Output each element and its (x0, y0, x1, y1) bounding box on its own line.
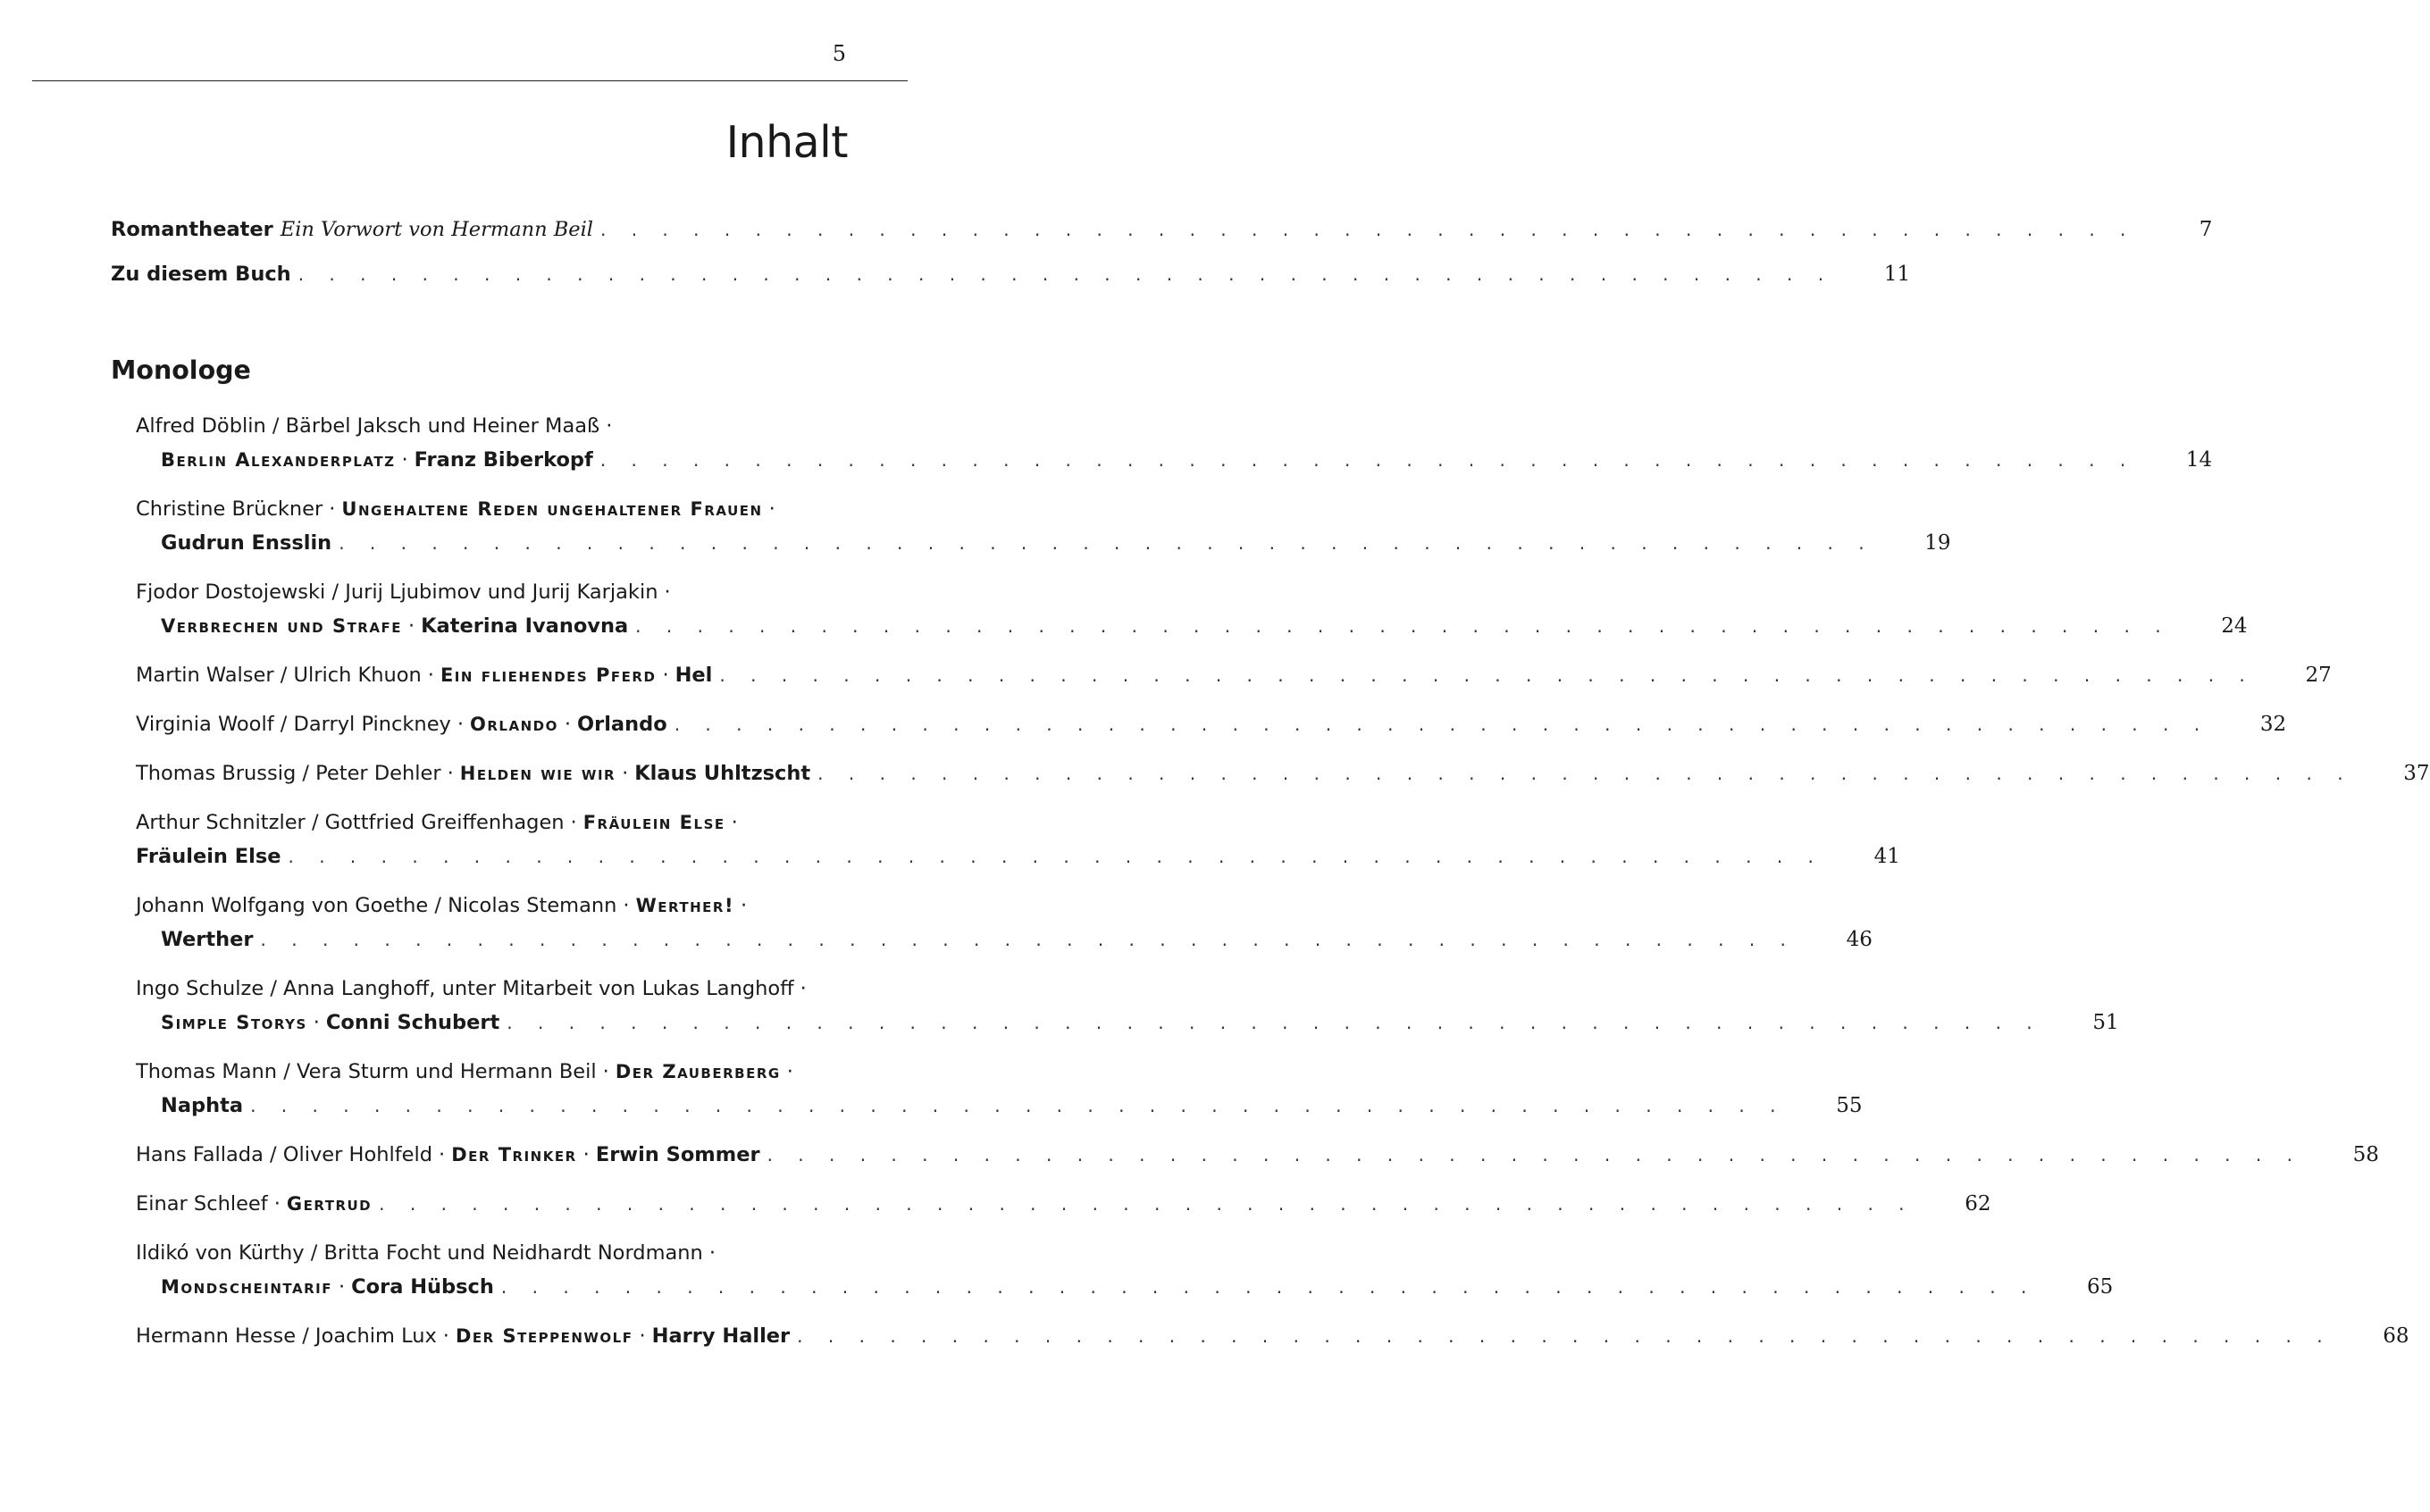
toc-entry[interactable] (111, 1138, 2379, 1172)
separator-dot: · (407, 614, 415, 638)
toc-entry[interactable] (111, 889, 1873, 956)
separator-dot: · (623, 894, 630, 917)
entry-role: Naphta (161, 1094, 244, 1117)
separator-dot: · (338, 1275, 346, 1299)
entry-work: Der Steppenwolf (455, 1325, 633, 1347)
dot-leader: . . . . . . . . . . . . . . . . . . . . . . . . . . . . . . . . . . . . . . . . . . . . . . . . . . (500, 1276, 2037, 1298)
entry-work: Der Zauberberg (615, 1061, 781, 1082)
entry-authors: Hermann Hesse / Joachim Lux (136, 1324, 437, 1348)
page-ref: 19 (1924, 531, 1951, 555)
toc-entry[interactable] (111, 409, 2213, 477)
entry-authors: Thomas Mann / Vera Sturm und Hermann Beil (136, 1060, 597, 1083)
dot-leader: . . . . . . . . . . . . . . . . . . . . . . . . . . . . . . . . . . . . . . . . . . . . . . . . . . (599, 449, 2136, 471)
page-ref: 68 (2383, 1324, 2409, 1348)
entry-role: Klaus Uhltzscht (634, 762, 811, 785)
entry-authors: Martin Walser / Ulrich Khuon (136, 664, 422, 687)
page-ref: 14 (2185, 448, 2213, 472)
entry-work: Ungehaltene Reden ungehaltener Frauen (341, 498, 763, 520)
entry-work: Verbrechen und Strafe (161, 615, 402, 637)
dot-leader: . . . . . . . . . . . . . . . . . . . . . . . . . . . . . . . . . . . . . . . . . . . . . . . . . . (250, 1095, 1786, 1116)
separator-dot: · (639, 1324, 646, 1348)
toc-entry[interactable] (111, 707, 2287, 741)
separator-dot: · (708, 1241, 716, 1265)
entry-authors: Alfred Döblin / Bärbel Jaksch und Heiner Maaß (136, 414, 600, 438)
entry-authors: Arthur Schnitzler / Gottfried Greiffenhagen (136, 811, 565, 834)
separator-dot: · (731, 811, 738, 834)
separator-dot: · (447, 762, 454, 785)
page-title: Inhalt (725, 117, 848, 168)
entry-role: Orlando (577, 713, 667, 736)
entry-work: Simple Storys (161, 1012, 307, 1033)
dot-leader: . . . . . . . . . . . . . . . . . . . . . . . . . . . . . . . . . . . . . . . . . . . . . . . . . . (817, 763, 2353, 784)
entry-authors: Einar Schleef (136, 1192, 268, 1215)
entry-role: Hel (675, 664, 713, 687)
entry-role: Katerina Ivanovna (421, 614, 629, 638)
entry-authors: Ildikó von Kürthy / Britta Focht und Neidhardt Nordmann (136, 1241, 703, 1265)
separator-dot: · (741, 894, 748, 917)
separator-dot: · (622, 762, 629, 785)
page-ref: 7 (2199, 218, 2213, 241)
entry-role: Fräulein Else (136, 845, 281, 868)
toc-entry[interactable] (111, 658, 2332, 692)
entry-work: Werther! (635, 895, 735, 916)
toc-entry[interactable] (111, 1319, 2409, 1353)
separator-dot: · (273, 1192, 281, 1215)
header-rule (32, 80, 908, 81)
entry-title: Zu diesem Buch (111, 263, 291, 286)
entry-work: Der Trinker (451, 1144, 577, 1165)
entry-work: Mondscheintarif (161, 1276, 332, 1298)
separator-dot: · (582, 1143, 590, 1166)
entry-authors: Fjodor Dostojewski / Jurij Ljubimov und Jurij Karjakin (136, 581, 658, 604)
entry-role: Cora Hübsch (351, 1275, 494, 1299)
separator-dot: · (664, 581, 671, 604)
dot-leader: . . . . . . . . . . . . . . . . . . . . . . . . . . . . . . . . . . . . . . . . . . . . . . . . . . (339, 532, 1874, 554)
page-number: 5 (832, 41, 846, 66)
page-ref: 11 (1883, 263, 1911, 286)
entry-work: Fräulein Else (582, 812, 725, 833)
entry-work: Orlando (470, 714, 558, 735)
separator-dot: · (602, 1060, 609, 1083)
entry-role: Erwin Sommer (595, 1143, 760, 1166)
page-ref: 62 (1965, 1192, 1991, 1215)
separator-dot: · (606, 414, 613, 438)
entry-work: Gertrud (286, 1193, 373, 1215)
page-ref: 37 (2403, 762, 2430, 785)
entry-authors: Ingo Schulze / Anna Langhoff, unter Mitarbeit von Lukas Langhoff (136, 977, 794, 1000)
entry-role: Harry Haller (651, 1324, 791, 1348)
entry-role: Conni Schubert (325, 1011, 500, 1034)
dot-leader: . . . . . . . . . . . . . . . . . . . . . . . . . . . . . . . . . . . . . . . . . . . . . . . . . . (797, 1325, 2333, 1347)
entry-title: Romantheater (111, 218, 273, 241)
entry-subtitle: Ein Vorwort von Hermann Beil (280, 218, 593, 241)
toc-entry[interactable] (111, 1236, 2114, 1304)
page-ref: 46 (1846, 928, 1873, 951)
page-ref: 65 (2087, 1275, 2114, 1299)
entry-role: Werther (161, 928, 254, 951)
monologue-list (111, 409, 2430, 1368)
dot-leader: . . . . . . . . . . . . . . . . . . . . . . . . . . . . . . . . . . . . . . . . . . . . . . . . . . (288, 846, 1823, 867)
entry-work: Ein fliehendes Pferd (440, 664, 657, 686)
separator-dot: · (457, 713, 465, 736)
toc-entry[interactable] (111, 1055, 1863, 1123)
separator-dot: · (442, 1324, 449, 1348)
page-ref: 32 (2259, 713, 2287, 736)
separator-dot: · (439, 1143, 446, 1166)
page-ref: 55 (1836, 1094, 1863, 1117)
page-ref: 51 (2092, 1011, 2119, 1034)
dot-leader: . . . . . . . . . . . . . . . . . . . . . . . . . . . . . . . . . . . . . . . . . . . . . . . . . . (260, 929, 1796, 950)
separator-dot: · (786, 1060, 793, 1083)
page-ref: 58 (2352, 1143, 2379, 1166)
separator-dot: · (662, 664, 669, 687)
toc-entry[interactable] (111, 575, 2248, 643)
toc-entry[interactable] (111, 492, 1951, 560)
entry-authors: Johann Wolfgang von Goethe / Nicolas Stemann (136, 894, 617, 917)
page-ref: 24 (2221, 614, 2248, 638)
toc-entry[interactable] (111, 1187, 1991, 1221)
entry-authors: Virginia Woolf / Darryl Pinckney (136, 713, 451, 736)
separator-dot: · (313, 1011, 320, 1034)
toc-entry[interactable] (111, 972, 2119, 1040)
separator-dot: · (401, 448, 408, 472)
front-matter (111, 213, 2213, 291)
toc-entry[interactable] (111, 806, 1900, 873)
entry-authors: Christine Brückner (136, 497, 323, 521)
dot-leader: . . . . . . . . . . . . . . . . . . . . . . . . . . . . . . . . . . . . . . . . . . . . . . . . . . (507, 1012, 2042, 1033)
toc-entry-foreword[interactable] (111, 213, 2213, 246)
dot-leader: . . . . . . . . . . . . . . . . . . . . . . . . . . . . . . . . . . . . . . . . . . . . . . . . . . (674, 714, 2210, 735)
separator-dot: · (427, 664, 434, 687)
dot-leader: . . . . . . . . . . . . . . . . . . . . . . . . . . . . . . . . . . . . . . . . . . . . . . . . . . (379, 1193, 1915, 1215)
entry-work: Berlin Alexanderplatz (161, 449, 396, 471)
page-ref: 27 (2305, 664, 2332, 687)
dot-leader: . . . . . . . . . . . . . . . . . . . . . . . . . . . . . . . . . . . . . . . . . . . . . . . . . . (767, 1144, 2302, 1165)
dot-leader: . . . . . . . . . . . . . . . . . . . . . . . . . . . . . . . . . . . . . . . . . . . . . . . . . . (600, 219, 2136, 240)
separator-dot: · (329, 497, 336, 521)
toc-entry-about-book[interactable] (111, 257, 1911, 291)
dot-leader: . . . . . . . . . . . . . . . . . . . . . . . . . . . . . . . . . . . . . . . . . . . . . . . . . . (635, 615, 2171, 637)
dot-leader: . . . . . . . . . . . . . . . . . . . . . . . . . . . . . . . . . . . . . . . . . . . . . . . . . . (297, 263, 1834, 285)
entry-role: Franz Biberkopf (414, 448, 593, 472)
entry-authors: Hans Fallada / Oliver Hohlfeld (136, 1143, 433, 1166)
separator-dot: · (800, 977, 807, 1000)
separator-dot: · (564, 713, 571, 736)
entry-role: Gudrun Ensslin (161, 531, 332, 555)
dot-leader: . . . . . . . . . . . . . . . . . . . . . . . . . . . . . . . . . . . . . . . . . . . . . . . . . . (719, 664, 2255, 686)
section-title: Monologe (111, 355, 251, 385)
entry-authors: Thomas Brussig / Peter Dehler (136, 762, 441, 785)
toc-entry[interactable] (111, 756, 2430, 790)
entry-work: Helden wie wir (459, 763, 616, 784)
page-ref: 41 (1873, 845, 1900, 868)
separator-dot: · (768, 497, 775, 521)
separator-dot: · (570, 811, 577, 834)
